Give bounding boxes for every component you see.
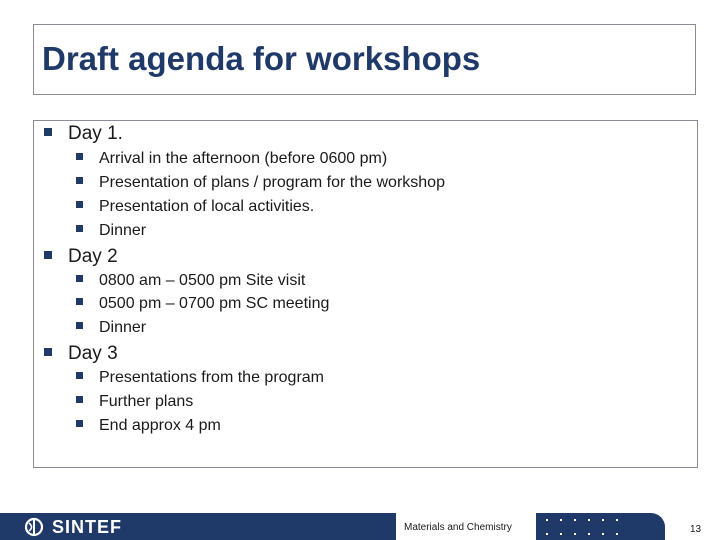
subitem-text: Dinner <box>99 319 147 336</box>
subitem-text: Presentation of local activities. <box>99 198 315 215</box>
agenda-day-item <box>44 123 123 145</box>
department-label: Materials and Chemistry <box>404 522 512 533</box>
square-bullet-icon <box>76 372 83 379</box>
agenda-subitem <box>76 272 305 290</box>
subitem-text: 0500 pm – 0700 pm SC meeting <box>99 295 330 312</box>
subitem-text: Arrival in the afternoon (before 0600 pm) <box>99 150 388 167</box>
square-bullet-icon <box>44 251 52 259</box>
sintef-logo <box>24 516 122 538</box>
agenda-subitem <box>76 319 146 337</box>
square-bullet-icon <box>76 225 83 232</box>
agenda-subitem <box>76 198 314 216</box>
square-bullet-icon <box>76 322 83 329</box>
day-label: Day 2 <box>68 246 118 267</box>
agenda-day-item <box>44 343 118 365</box>
agenda-subitem <box>76 150 387 168</box>
square-bullet-icon <box>76 275 83 282</box>
day-label: Day 3 <box>68 343 118 364</box>
agenda-day-item <box>44 246 118 268</box>
square-bullet-icon <box>44 348 52 356</box>
subitem-text: Further plans <box>99 393 194 410</box>
square-bullet-icon <box>76 177 83 184</box>
slide-footer <box>0 513 720 540</box>
agenda-subitem <box>76 393 193 411</box>
square-bullet-icon <box>76 201 83 208</box>
square-bullet-icon <box>44 128 52 136</box>
title-box <box>33 24 696 95</box>
day-label: Day 1. <box>68 123 123 144</box>
agenda-subitem <box>76 369 324 387</box>
square-bullet-icon <box>76 298 83 305</box>
decorative-dot-grid <box>544 516 624 538</box>
subitem-text: Presentation of plans / program for the workshop <box>99 174 445 191</box>
agenda-subitem <box>76 222 146 240</box>
agenda-subitem <box>76 295 329 313</box>
subitem-text: 0800 am – 0500 pm Site visit <box>99 272 306 289</box>
sintef-logo-icon <box>24 517 44 537</box>
agenda-subitem <box>76 174 445 192</box>
page-number: 13 <box>690 524 702 535</box>
square-bullet-icon <box>76 396 83 403</box>
square-bullet-icon <box>76 153 83 160</box>
agenda-subitem <box>76 417 221 435</box>
logo-text: SINTEF <box>52 516 123 537</box>
subitem-text: End approx 4 pm <box>99 417 221 434</box>
subitem-text: Dinner <box>99 222 147 239</box>
agenda-content-box <box>33 120 698 468</box>
square-bullet-icon <box>76 420 83 427</box>
slide-title: Draft agenda for workshops <box>42 40 481 77</box>
subitem-text: Presentations from the program <box>99 369 324 386</box>
